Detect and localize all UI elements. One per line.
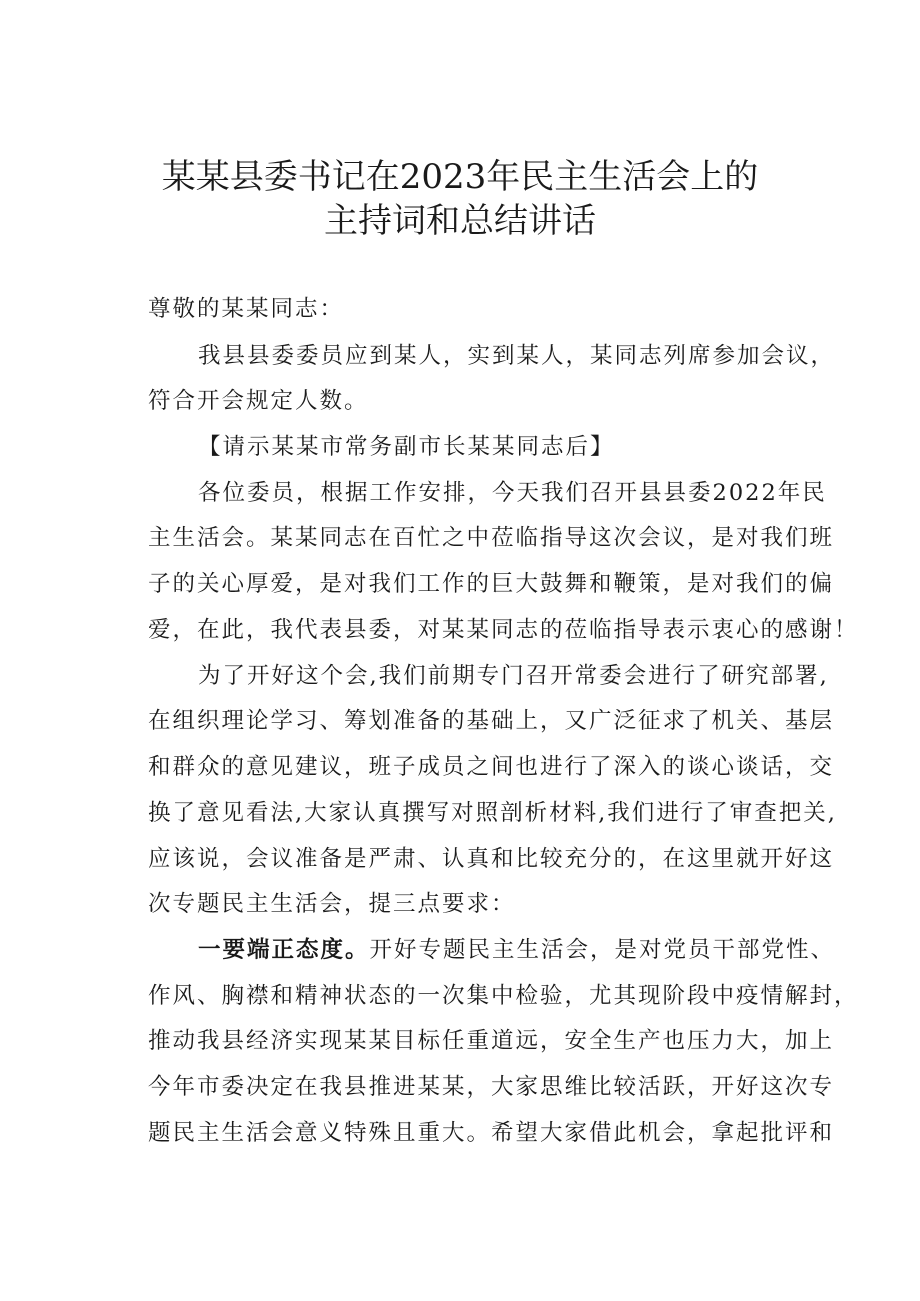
paragraph-line: 各位委员，根据工作安排，今天我们召开县县委2022年民	[198, 480, 827, 506]
section-heading: 一要端正态度。	[198, 937, 370, 963]
paragraph-line: 作风、胸襟和精神状态的一次集中检验，尤其现阶段中疫情解封，	[148, 983, 859, 1009]
document-title-line-1: 某某县委书记在2023年民主生活会上的	[161, 157, 759, 197]
paragraph-line: 我县县委委员应到某人，实到某人，某同志列席参加会议，	[198, 343, 836, 369]
paragraph-line: 题民主生活会意义特殊且重大。希望大家借此机会，拿起批评和	[148, 1120, 835, 1146]
paragraph-line: 换了意见看法,大家认真撰写对照剖析材料,我们进行了审查把关,	[148, 800, 837, 826]
document-title-line-2: 主持词和总结讲话	[324, 201, 596, 241]
paragraph-line: 今年市委决定在我县推进某某，大家思维比较活跃，开好这次专	[148, 1074, 835, 1100]
paragraph-line: 主生活会。某某同志在百忙之中莅临指导这次会议，是对我们班	[148, 525, 835, 551]
paragraph-line: 子的关心厚爱，是对我们工作的巨大鼓舞和鞭策，是对我们的偏	[148, 571, 835, 597]
paragraph-line: 为了开好这个会,我们前期专门召开常委会进行了研究部署,	[198, 663, 829, 689]
paragraph-line: 在组织理论学习、筹划准备的基础上，又广泛征求了机关、基层	[148, 708, 835, 734]
paragraph-line: 应该说，会议准备是严肃、认真和比较充分的，在这里就开好这	[148, 846, 835, 872]
paragraph-line: 符合开会规定人数。	[148, 388, 369, 414]
paragraph-line: 次专题民主生活会，提三点要求：	[148, 891, 516, 917]
salutation: 尊敬的某某同志：	[148, 296, 345, 322]
paragraph-line: 推动我县经济实现某某目标任重道远，安全生产也压力大，加上	[148, 1028, 835, 1054]
paragraph-line	[198, 935, 836, 965]
paragraph-line: 和群众的意见建议，班子成员之间也进行了深入的谈心谈话，交	[148, 754, 835, 780]
instruction-note: 【请示某某市常务副市长某某同志后】	[198, 434, 615, 460]
paragraph-text: 开好专题民主生活会，是对党员干部党性、	[369, 937, 836, 963]
paragraph-line: 爱，在此，我代表县委，对某某同志的莅临指导表示衷心的感谢！	[148, 617, 859, 643]
